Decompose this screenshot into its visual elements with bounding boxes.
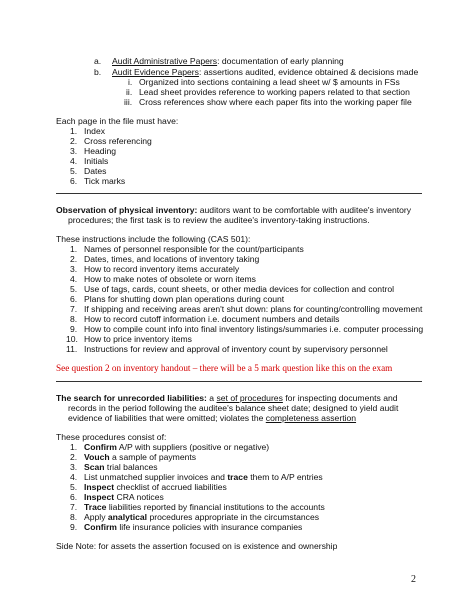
list-item: How to price inventory items <box>84 334 192 344</box>
liabilities-list-heading: These procedures consist of: <box>56 432 167 442</box>
list-marker: 5. <box>70 284 78 294</box>
list-item: How to record cutoff information i.e. document numbers and details <box>84 314 340 324</box>
list-item <box>84 452 196 462</box>
list-item: How to compile count info into final inventory listings/summaries i.e. computer processing <box>84 324 424 334</box>
list-item-text: procedures appropriate in the circumstances <box>147 512 320 522</box>
procedure-verb: Confirm <box>84 442 117 452</box>
procedure-verb: Inspect <box>84 492 115 502</box>
list-marker: 3. <box>70 146 78 156</box>
list-item <box>84 462 158 472</box>
list-marker: 6. <box>70 294 78 304</box>
list-item: Plans for shutting down plan operations during count <box>84 294 285 304</box>
list-marker: 4. <box>70 472 78 482</box>
list-marker: 1. <box>70 442 78 452</box>
procedure-verb: Trace <box>84 502 107 512</box>
procedure-verb: trace <box>227 472 248 482</box>
list-item <box>112 67 418 77</box>
list-item <box>84 472 323 482</box>
side-note: Side Note: for assets the assertion focused on is existence and ownership <box>56 541 338 551</box>
list-marker: 8. <box>70 512 78 522</box>
list-marker: 8. <box>70 314 78 324</box>
list-item-text: : assertions audited, evidence obtained & decisions made <box>198 67 419 77</box>
list-marker: 9. <box>70 324 78 334</box>
inventory-intro <box>56 205 411 215</box>
list-marker: 7. <box>70 304 78 314</box>
list-item: Initials <box>84 156 109 166</box>
list-marker: ii. <box>126 87 133 97</box>
inventory-intro-line2: procedures; the first task is to review the auditee's inventory-taking instructions. <box>68 215 370 225</box>
section-divider <box>56 193 422 194</box>
audit-admin-papers-term: Audit Administrative Papers <box>112 56 218 66</box>
liabilities-intro-text: a <box>206 393 217 403</box>
procedure-verb: Vouch <box>84 452 110 462</box>
list-item <box>84 492 164 502</box>
list-item: Lead sheet provides reference to working papers related to that section <box>139 87 410 97</box>
list-marker: 10. <box>66 334 78 344</box>
list-item-text: life insurance policies with insurance companies <box>116 522 303 532</box>
list-item-text: them to A/P entries <box>247 472 323 482</box>
exam-note: See question 2 on inventory handout – there will be a 5 mark question like this on the exam <box>56 363 393 373</box>
liabilities-intro-text: for inspecting documents and <box>282 393 398 403</box>
list-item: Tick marks <box>84 176 126 186</box>
list-item-text: checklist of accrued liabilities <box>114 482 227 492</box>
list-item-text: Apply <box>84 512 108 522</box>
list-item: How to make notes of obsolete or worn items <box>84 274 256 284</box>
section-divider <box>56 381 422 382</box>
list-item: Index <box>84 126 106 136</box>
list-item-text: CRA notices <box>114 492 164 502</box>
set-of-procedures-term: set of procedures <box>216 393 283 403</box>
list-item-text: a sample of payments <box>109 452 197 462</box>
list-item <box>84 482 227 492</box>
file-must-heading: Each page in the file must have: <box>56 116 179 126</box>
list-marker: 6. <box>70 176 78 186</box>
list-item: How to record inventory items accurately <box>84 264 240 274</box>
list-marker: 5. <box>70 482 78 492</box>
list-item <box>84 442 269 452</box>
list-item-text: liabilities reported by financial institutions to the accounts <box>106 502 325 512</box>
list-item: Names of personnel responsible for the count/participants <box>84 244 304 254</box>
list-marker: i. <box>128 77 133 87</box>
list-item <box>84 512 319 522</box>
liabilities-intro <box>56 393 398 403</box>
list-marker: b. <box>94 67 102 77</box>
list-marker: 4. <box>70 156 78 166</box>
procedure-verb: analytical <box>107 512 148 522</box>
list-marker: a. <box>94 56 102 66</box>
list-item-text: trial balances <box>104 462 158 472</box>
list-marker: iii. <box>124 97 133 107</box>
page-number: 2 <box>411 574 416 585</box>
list-item: Dates, times, and locations of inventory taking <box>84 254 260 264</box>
list-item-text: List unmatched supplier invoices and <box>84 472 228 482</box>
procedure-verb: Inspect <box>84 482 115 492</box>
procedure-verb: Confirm <box>84 522 117 532</box>
list-item: If shipping and receiving areas aren't shut down: plans for counting/controlling movement <box>84 304 423 314</box>
list-marker: 2. <box>70 254 78 264</box>
list-item: Cross referencing <box>84 136 152 146</box>
audit-evidence-papers-term: Audit Evidence Papers <box>112 67 199 77</box>
list-item <box>84 522 302 532</box>
list-item: Instructions for review and approval of inventory count by supervisory personnel <box>84 344 388 354</box>
list-marker: 1. <box>70 244 78 254</box>
list-marker: 3. <box>70 462 78 472</box>
list-marker: 3. <box>70 264 78 274</box>
procedure-verb: Scan <box>84 462 105 472</box>
list-item <box>112 56 344 66</box>
list-marker: 11. <box>66 344 78 354</box>
inventory-section-title: Observation of physical inventory: <box>56 205 198 215</box>
list-marker: 5. <box>70 166 78 176</box>
inventory-list-heading: These instructions include the following (CAS 501): <box>56 234 251 244</box>
liabilities-intro-line2: records in the period following the auditee's balance sheet date; designed to yield audit <box>68 403 399 413</box>
list-marker: 4. <box>70 274 78 284</box>
list-marker: 2. <box>70 136 78 146</box>
list-item: Dates <box>84 166 107 176</box>
list-marker: 1. <box>70 126 78 136</box>
list-item: Cross references show where each paper fits into the working paper file <box>139 97 412 107</box>
list-marker: 9. <box>70 522 78 532</box>
list-item: Use of tags, cards, count sheets, or other media devices for collection and control <box>84 284 395 294</box>
completeness-assertion-term: completeness assertion <box>265 413 357 423</box>
list-marker: 2. <box>70 452 78 462</box>
list-item-text: : documentation of early planning <box>217 56 344 66</box>
liabilities-intro-text: evidence of liabilities that were omitted; violates the <box>68 413 266 423</box>
list-marker: 7. <box>70 502 78 512</box>
list-item-text: A/P with suppliers (positive or negative) <box>116 442 270 452</box>
liabilities-intro-line3 <box>68 413 356 423</box>
list-item: Heading <box>84 146 117 156</box>
inventory-intro-text: auditors want to be comfortable with auditee's inventory <box>197 205 412 215</box>
list-marker: 6. <box>70 492 78 502</box>
list-item <box>84 502 325 512</box>
liabilities-section-title: The search for unrecorded liabilities: <box>56 393 207 403</box>
list-item: Organized into sections containing a lead sheet w/ $ amounts in FSs <box>139 77 400 87</box>
